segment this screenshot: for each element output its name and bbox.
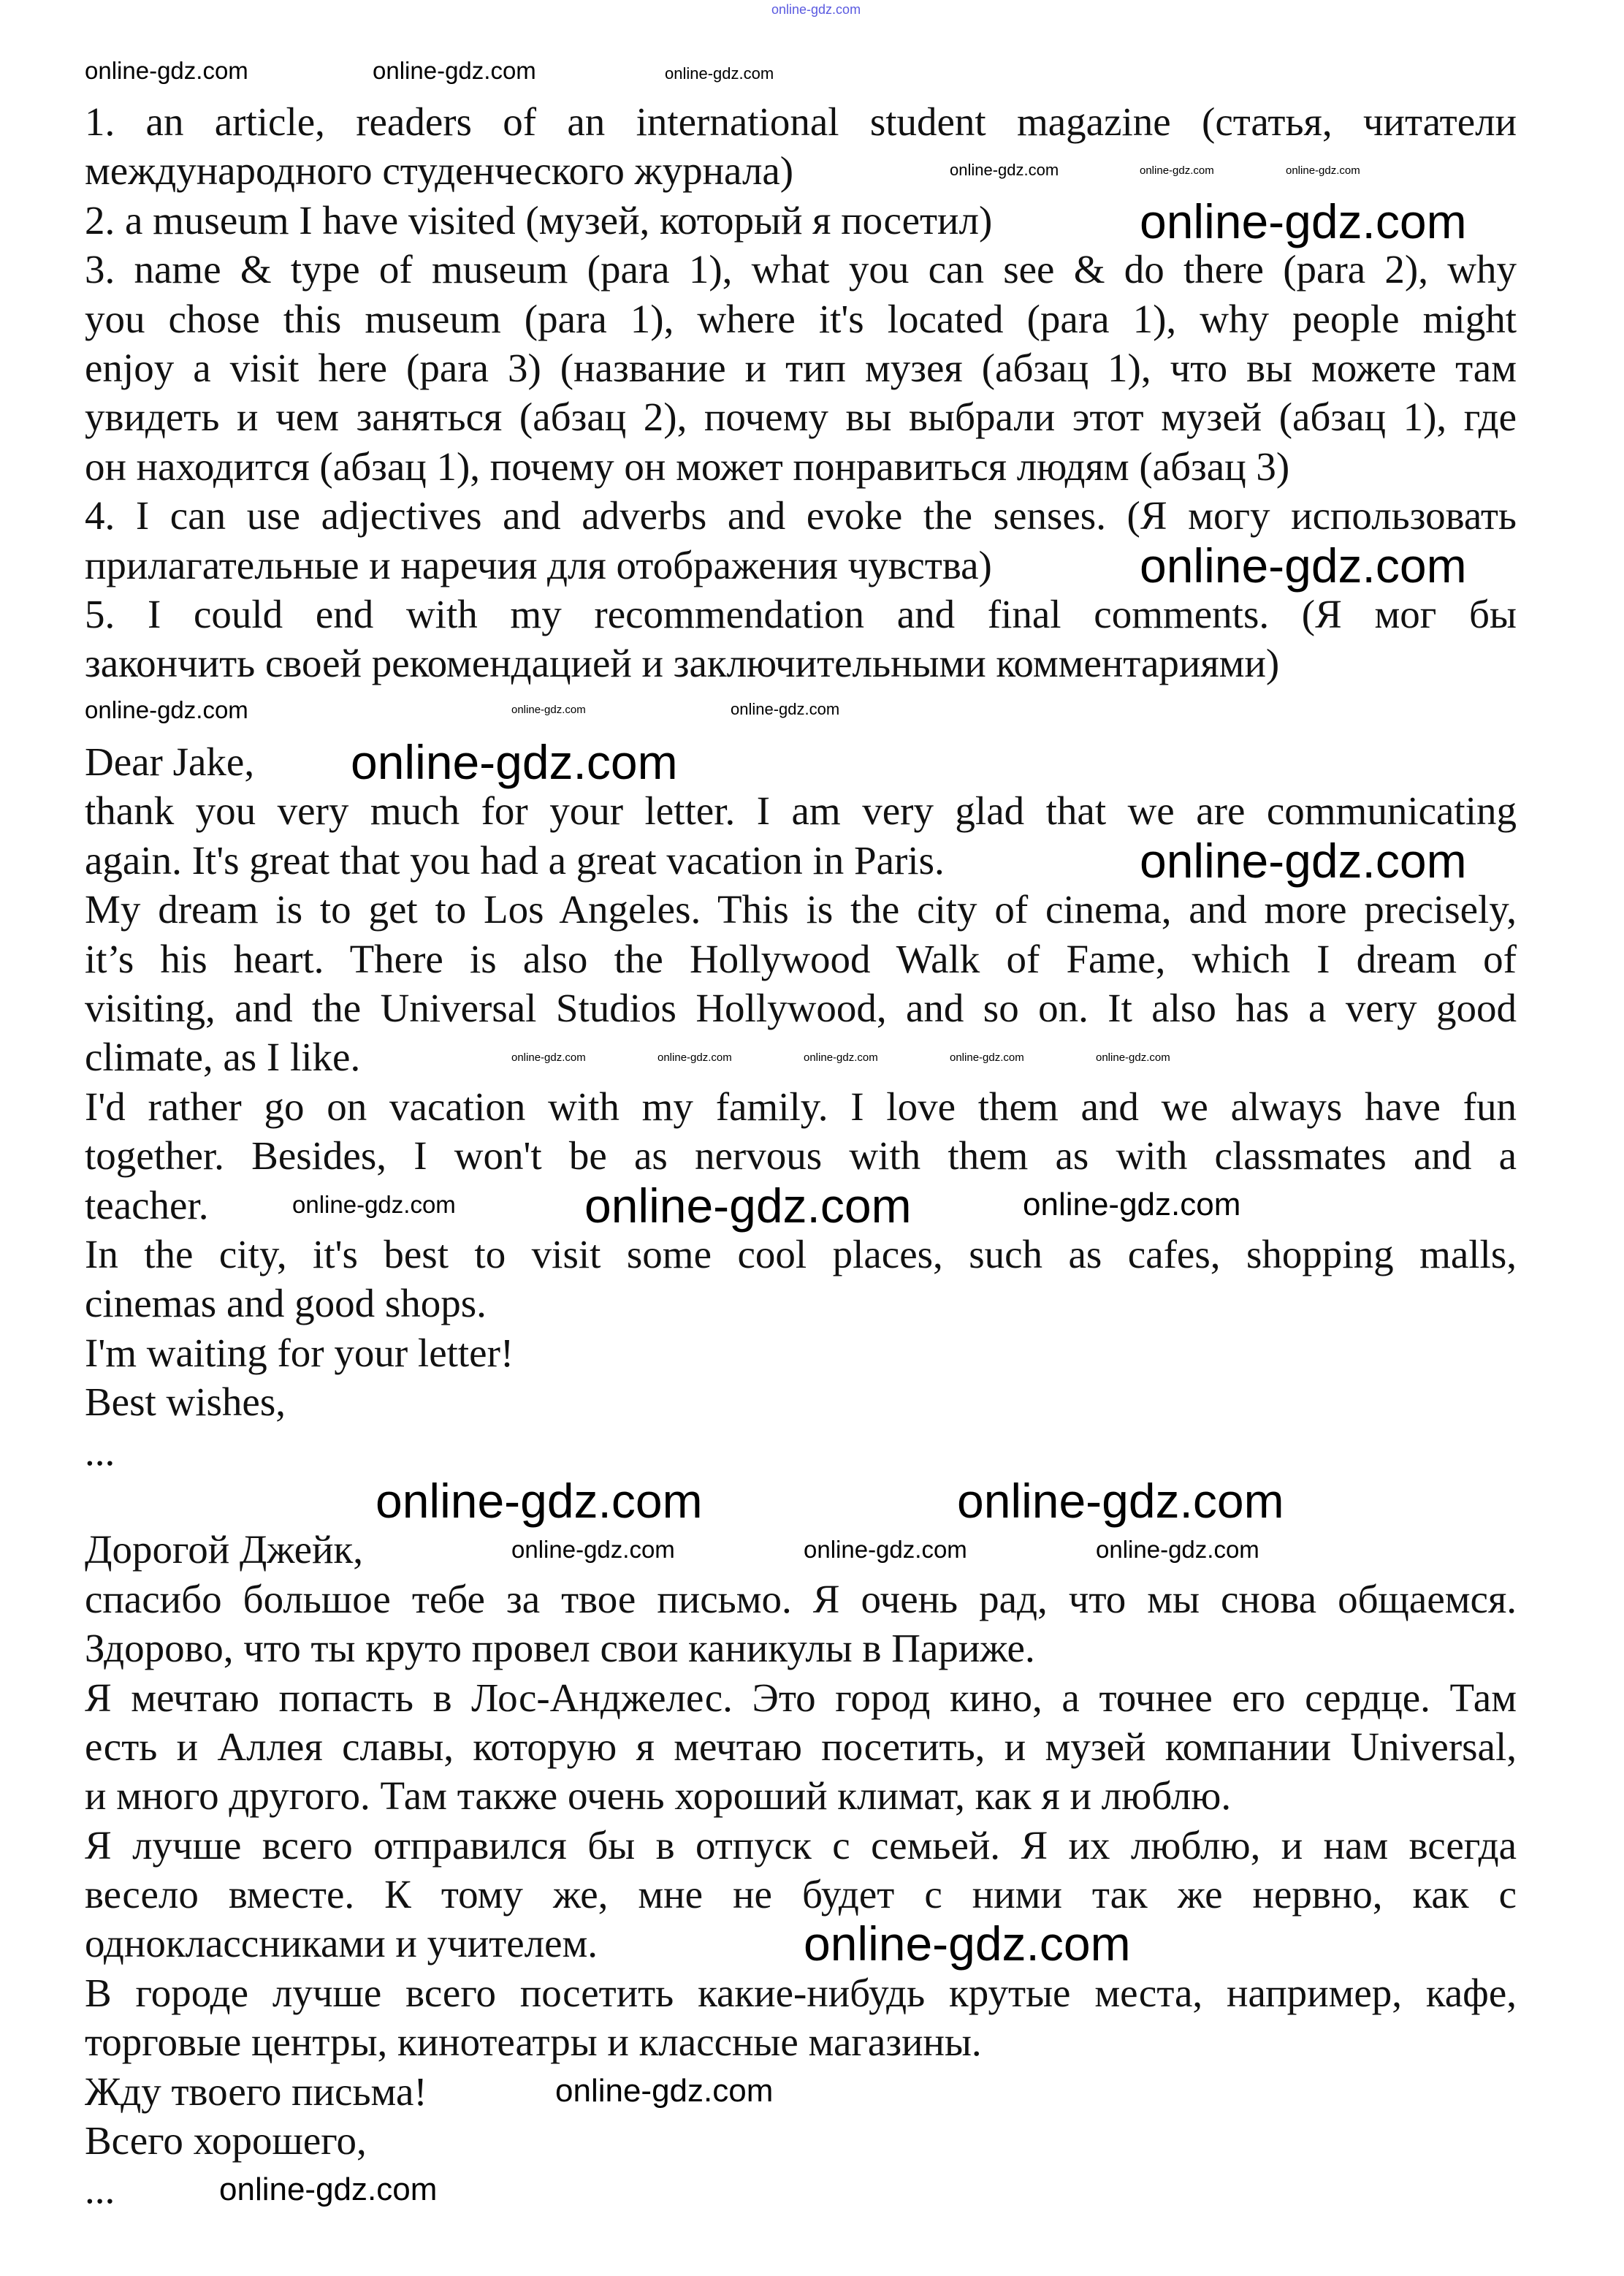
- task-line: 4. I can use adjectives and adverbs and evoke the senses. (Я могу использовать: [85, 493, 1517, 538]
- letter-en-line: I'd rather go on vacation with my family. I love them and we always have fun: [85, 1084, 1517, 1129]
- letter-en-line: I'm waiting for your letter!: [85, 1330, 514, 1375]
- task-line: 2. a museum I have visited (музей, который я посетил): [85, 197, 993, 243]
- letter-ru-line: В городе лучше всего посетить какие-нибудь крутые места, например, кафе,: [85, 1970, 1517, 2015]
- watermark-text: online-gdz.com: [511, 1536, 675, 1563]
- watermark-text: online-gdz.com: [292, 1191, 456, 1218]
- watermark-text: online-gdz.com: [219, 2172, 438, 2207]
- task-line: 3. name & type of museum (para 1), what you can see & do there (para 2), why: [85, 247, 1517, 292]
- watermark-text: online-gdz.com: [351, 735, 678, 789]
- watermark-text: online-gdz.com: [957, 1474, 1284, 1528]
- letter-en-line: In the city, it's best to visit some cool places, such as cafes, shopping malls,: [85, 1231, 1517, 1276]
- watermark-text: online-gdz.com: [85, 696, 248, 723]
- letter-ru-line: Всего хорошего,: [85, 2118, 367, 2163]
- letter-en-line: Best wishes,: [85, 1379, 286, 1425]
- letter-ru-line: ...: [85, 2167, 115, 2212]
- task-line: увидеть и чем заняться (абзац 2), почему вы выбрали этот музей (абзац 1), где: [85, 395, 1517, 440]
- watermark-text: online-gdz.com: [804, 1536, 967, 1563]
- watermark-text: online-gdz.com: [657, 1051, 732, 1064]
- watermark-text: online-gdz.com: [584, 1179, 912, 1233]
- letter-ru-line: Дорогой Джейк,: [85, 1527, 363, 1572]
- letter-en-line: cinemas and good shops.: [85, 1281, 487, 1326]
- watermark-text: online-gdz.com: [731, 700, 840, 718]
- watermark-text: online-gdz.com: [950, 161, 1059, 179]
- watermark-text: online-gdz.com: [375, 1474, 703, 1528]
- letter-ru-line: спасибо большое тебе за твое письмо. Я очень рад, что мы снова общаемся.: [85, 1576, 1517, 1621]
- letter-ru-line: есть и Аллея славы, которую я мечтаю посетить, и музей компании Universal,: [85, 1724, 1517, 1769]
- letter-en-line: it’s his heart. There is also the Hollywood Walk of Fame, which I dream of: [85, 936, 1517, 981]
- task-line: международного студенческого журнала): [85, 148, 794, 194]
- letter-en-line: My dream is to get to Los Angeles. This is the city of cinema, and more precisely,: [85, 887, 1517, 932]
- letter-ru-line: Здорово, что ты круто провел свои каникулы в Париже.: [85, 1626, 1035, 1671]
- letter-en-line: again. It's great that you had a great vacation in Paris.: [85, 837, 945, 883]
- letter-ru-line: Я лучше всего отправился бы в отпуск с семьей. Я их люблю, и нам всегда: [85, 1822, 1517, 1868]
- watermark-text: online-gdz.com: [1096, 1051, 1170, 1064]
- watermark-text: online-gdz.com: [804, 1917, 1131, 1971]
- letter-en-line: teacher.: [85, 1182, 209, 1228]
- watermark-text: online-gdz.com: [511, 704, 586, 716]
- task-line: you chose this museum (para 1), where it's located (para 1), why people might: [85, 296, 1517, 341]
- watermark-text: online-gdz.com: [511, 1051, 586, 1064]
- letter-ru-line: Жду твоего письма!: [85, 2068, 427, 2114]
- letter-ru-line: и много другого. Там также очень хороший климат, как я и люблю.: [85, 1773, 1232, 1819]
- letter-en-line: Dear Jake,: [85, 739, 255, 785]
- watermark-text: online-gdz.com: [771, 2, 861, 17]
- watermark-text: online-gdz.com: [1286, 164, 1360, 177]
- watermark-text: online-gdz.com: [665, 64, 774, 83]
- watermark-text: online-gdz.com: [804, 1051, 878, 1064]
- task-line: закончить своей рекомендацией и заключительными комментариями): [85, 641, 1280, 686]
- letter-ru-line: весело вместе. К тому же, мне не будет с ними так же нервно, как с: [85, 1872, 1517, 1917]
- letter-en-line: ...: [85, 1428, 115, 1474]
- watermark-text: online-gdz.com: [950, 1051, 1024, 1064]
- watermark-text: online-gdz.com: [1140, 834, 1467, 888]
- watermark-text: online-gdz.com: [555, 2073, 774, 2109]
- watermark-text: online-gdz.com: [1023, 1187, 1241, 1222]
- letter-en-line: together. Besides, I won't be as nervous with them as with classmates and a: [85, 1133, 1517, 1179]
- letter-ru-line: Я мечтаю попасть в Лос-Анджелес. Это город кино, а точнее его сердце. Там: [85, 1675, 1517, 1720]
- letter-ru-line: торговые центры, кинотеатры и классные магазины.: [85, 2020, 982, 2065]
- letter-en-line: visiting, and the Universal Studios Hollywood, and so on. It also has a very good: [85, 986, 1517, 1031]
- watermark-text: online-gdz.com: [373, 57, 536, 84]
- letter-ru-line: одноклассниками и учителем.: [85, 1921, 598, 1966]
- watermark-text: online-gdz.com: [1140, 194, 1467, 248]
- task-line: 1. an article, readers of an international student magazine (статья, читатели: [85, 99, 1517, 144]
- document-body: [85, 97, 1517, 2215]
- task-line: 5. I could end with my recommendation and final comments. (Я мог бы: [85, 591, 1517, 636]
- watermark-text: online-gdz.com: [85, 57, 248, 84]
- task-line: enjoy a visit here (para 3) (название и тип музея (абзац 1), что вы можете там: [85, 345, 1517, 390]
- letter-en-line: thank you very much for your letter. I am very glad that we are communicating: [85, 788, 1517, 834]
- task-line: он находится (абзац 1), почему он может понравиться людям (абзац 3): [85, 444, 1290, 489]
- watermark-text: online-gdz.com: [1140, 164, 1214, 177]
- watermark-text: online-gdz.com: [1096, 1536, 1259, 1563]
- task-line: прилагательные и наречия для отображения чувства): [85, 542, 992, 587]
- watermark-text: online-gdz.com: [1140, 538, 1467, 593]
- blank-line: [85, 1474, 1517, 1528]
- letter-en-line: climate, as I like.: [85, 1035, 361, 1080]
